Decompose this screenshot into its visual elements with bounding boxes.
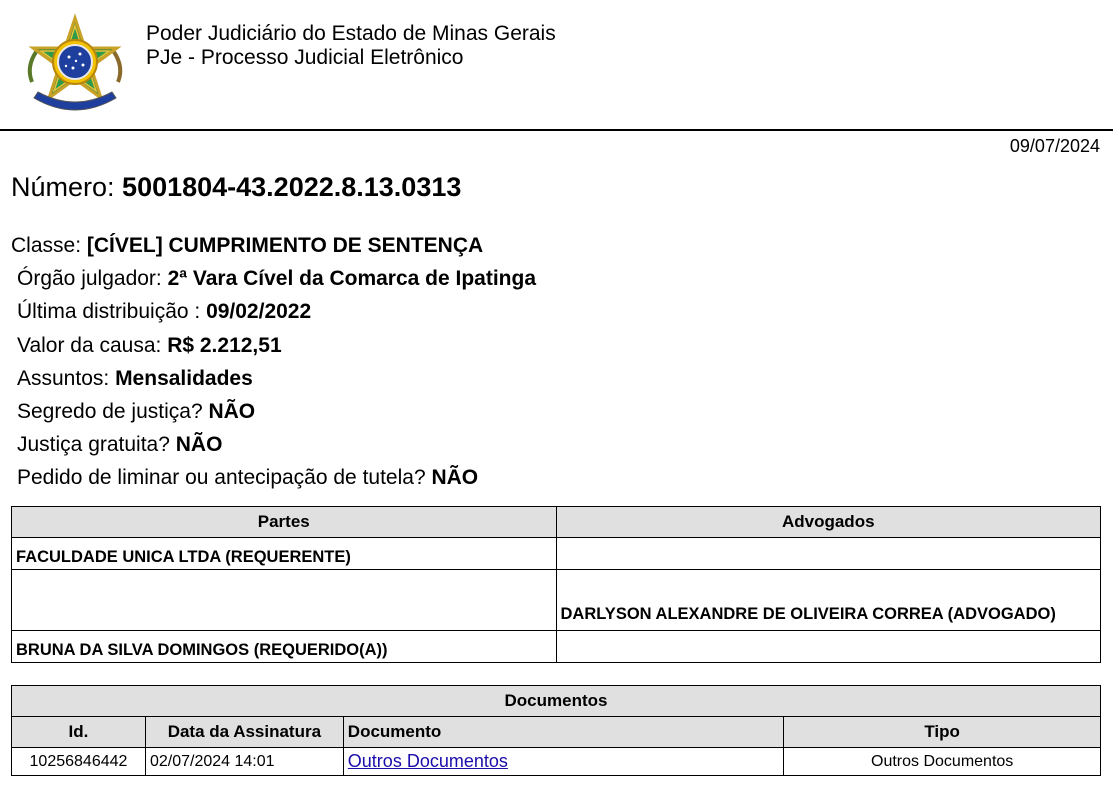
- document-date-signed: 02/07/2024 14:01: [145, 748, 343, 776]
- page-header: [0, 0, 1113, 131]
- document-link[interactable]: Outros Documentos: [347, 751, 508, 771]
- documentos-header-row: [12, 717, 1101, 748]
- field-value: NÃO: [175, 433, 223, 457]
- process-fields: [11, 232, 536, 498]
- field-label: Assuntos:: [17, 366, 116, 390]
- field-label: Valor da causa:: [17, 333, 168, 357]
- documentos-title: Documentos: [12, 686, 1101, 717]
- field-assuntos: [11, 365, 536, 398]
- field-ultima-distribuicao: [11, 298, 536, 331]
- field-value: 09/02/2022: [206, 300, 312, 324]
- advogado-cell: DARLYSON ALEXANDRE DE OLIVEIRA CORREA (ADVOGADO): [556, 570, 1101, 631]
- column-header-advogados: Advogados: [556, 507, 1101, 538]
- field-value: Mensalidades: [115, 366, 253, 390]
- parte-cell: FACULDADE UNICA LTDA (REQUERENTE): [12, 538, 557, 570]
- table-row: [12, 538, 1101, 570]
- process-number: [11, 172, 461, 203]
- system-name: PJe - Processo Judicial Eletrônico: [146, 46, 464, 69]
- column-header-documento: Documento: [343, 717, 784, 748]
- table-row: [12, 570, 1101, 631]
- field-justica-gratuita: [11, 431, 536, 464]
- process-number-label: Número:: [11, 172, 115, 202]
- table-row: [12, 748, 1101, 776]
- partes-header-row: [12, 507, 1101, 538]
- field-label: Justiça gratuita?: [17, 433, 176, 457]
- column-header-partes: Partes: [12, 507, 557, 538]
- field-classe: [11, 232, 536, 265]
- brazil-coat-of-arms-icon: [22, 12, 128, 124]
- document-id: 10256846442: [12, 748, 146, 776]
- field-label: Última distribuição :: [17, 300, 207, 324]
- field-label: Órgão julgador:: [17, 267, 168, 291]
- field-label: Pedido de liminar ou antecipação de tutela?: [17, 466, 432, 490]
- field-segredo-justica: [11, 398, 536, 431]
- field-value: 2ª Vara Cível da Comarca de Ipatinga: [167, 267, 537, 291]
- column-header-data-assinatura: Data da Assinatura: [145, 717, 343, 748]
- parte-cell: [12, 570, 557, 631]
- court-name: Poder Judiciário do Estado de Minas Gerais: [146, 22, 556, 45]
- table-row: [12, 631, 1101, 663]
- parte-cell: BRUNA DA SILVA DOMINGOS (REQUERIDO(A)): [12, 631, 557, 663]
- document-date: 09/07/2024: [1009, 136, 1100, 156]
- field-valor-causa: [11, 332, 536, 365]
- column-header-tipo: Tipo: [784, 717, 1101, 748]
- documentos-table: [11, 685, 1101, 776]
- documentos-title-row: [12, 686, 1101, 717]
- field-label: Segredo de justiça?: [17, 399, 209, 423]
- field-pedido-liminar: [11, 464, 536, 497]
- partes-table: [11, 506, 1101, 663]
- document-type: Outros Documentos: [784, 748, 1101, 776]
- field-value: R$ 2.212,51: [167, 333, 282, 357]
- process-number-value: 5001804-43.2022.8.13.0313: [122, 172, 462, 202]
- field-value: NÃO: [208, 399, 256, 423]
- advogado-cell: [556, 631, 1101, 663]
- column-header-id: Id.: [12, 717, 146, 748]
- field-value: [CÍVEL] CUMPRIMENTO DE SENTENÇA: [86, 234, 484, 257]
- advogado-cell: [556, 538, 1101, 570]
- field-value: NÃO: [431, 466, 479, 490]
- field-orgao-julgador: [11, 265, 536, 298]
- court-title-block: [146, 22, 556, 70]
- field-label: Classe:: [11, 234, 87, 257]
- document-cell: [343, 748, 784, 776]
